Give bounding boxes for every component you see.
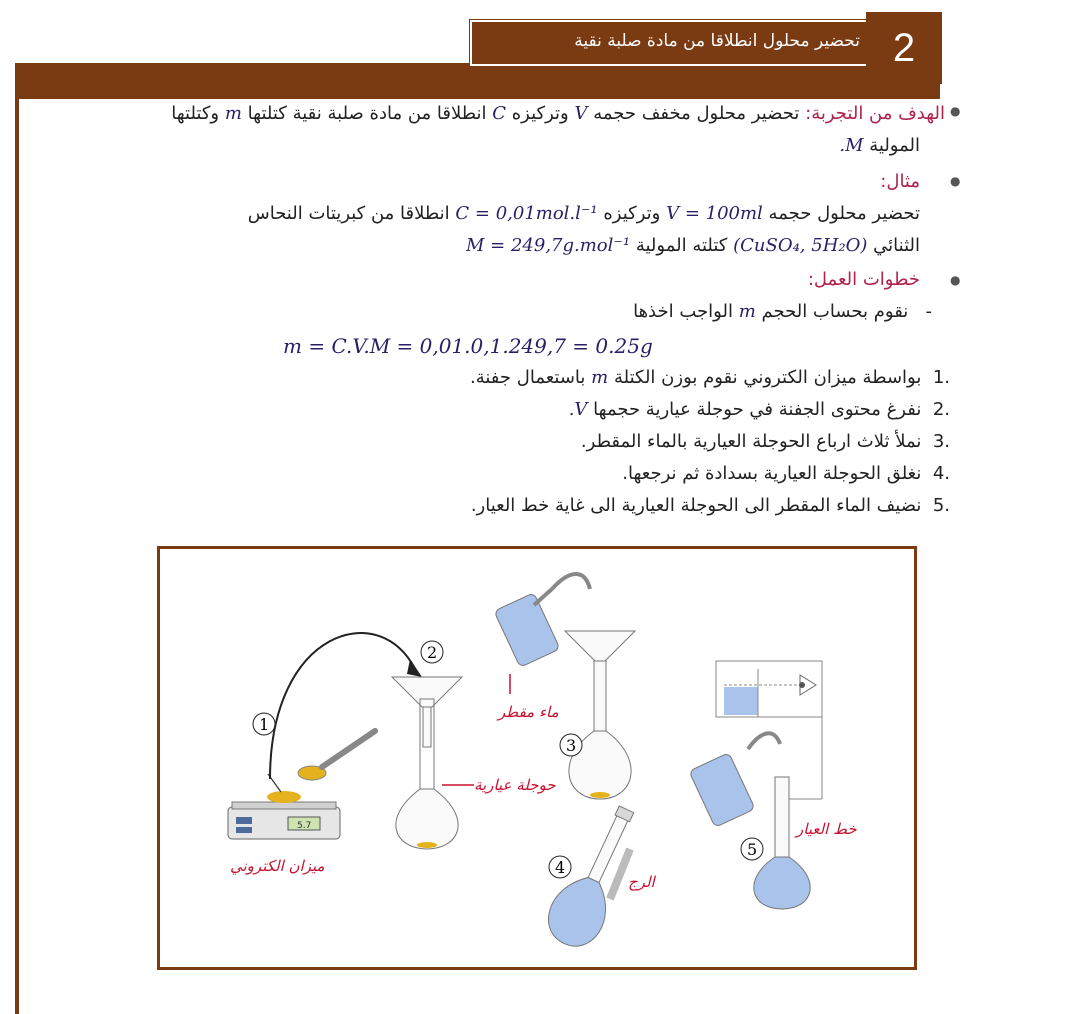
section-number: 2 [892,26,916,70]
meniscus-inset [716,661,822,717]
label-shake: الرج [628,873,655,891]
bullet-icon: ● [950,104,961,118]
flask-with-funnel-3 [565,631,635,799]
circle-number-3 [560,734,582,756]
balance-display: 5.7 [297,821,312,831]
example-label: مثال: [880,171,920,192]
goal-label: الهدف من التجربة: [805,103,945,124]
label-mark: خط العيار [796,820,857,838]
steps-label: خطوات العمل: [807,269,920,290]
bullet-icon: ● [950,174,961,188]
bullet-icon: ● [950,273,961,287]
circle-number-2 [421,641,443,663]
electronic-balance [228,774,340,839]
svg-text:1: 1 [259,715,270,734]
circle-number-1 [253,713,275,735]
header-bar [15,63,940,99]
label-water: ماء مقطر [498,703,559,721]
svg-text:5: 5 [747,840,758,859]
arrow-head-icon [407,659,422,677]
volumetric-flask-5 [754,717,822,909]
mass-equation: m = C.V.M = 0,01.0,1.249,7 = 0.25g [283,334,653,358]
section-title: تحضير محلول انطلاقا من مادة صلبة نقية [574,31,860,51]
goal-line-2: المولية M. [839,135,920,156]
example-line-1: تحضير محلول حجمه V = 100ml وتركيزه C = 0,01mol.l⁻¹ انطلاقا من كبريتات النحاس [247,203,920,224]
procedure-illustration [160,549,914,967]
volumetric-flask-with-funnel [392,677,462,849]
left-margin-rule [15,99,19,1014]
step-item-1: .1 بواسطة ميزان الكتروني نقوم بوزن الكتلة m باستعمال جفنة. [470,367,950,388]
goal-line-1: الهدف من التجربة: تحضير محلول مخفف حجمه V وتركيزه C انطلاقا من مادة صلبة نقية كتلتها m وكتلتها [171,103,945,124]
svg-text:3: 3 [566,736,577,755]
step-item-3: .3 نملأ ثلاث ارباع الحوجلة العيارية بالماء المقطر. [580,431,950,452]
wash-bottle-2 [689,733,780,827]
svg-text:4: 4 [555,858,566,877]
procedure-figure [157,546,917,970]
circle-number-4 [549,856,571,878]
circle-number-5 [741,838,763,860]
step-item-2: .2 نفرغ محتوى الجفنة في حوجلة عيارية حجمها V. [568,399,950,420]
svg-text:2: 2 [427,643,438,662]
example-line-2: الثنائي (CuSO₄, 5H₂O) كتلته المولية M = 249,7g.mol⁻¹ [466,235,920,256]
step-item-5: .5 نضيف الماء المقطر الى الحوجلة العيارية الى غاية خط العيار. [470,495,950,516]
shake-arrow-icon [610,849,630,899]
label-balance: ميزان الكتروني [230,857,325,875]
spatula [298,731,375,780]
label-flask: حوجلة عيارية [474,776,556,794]
transfer-arrow [270,633,415,779]
wash-bottle [494,574,590,667]
steps-sub-line: - نقوم بحساب الحجم m الواجب اخذها [633,301,932,322]
step-item-4: .4 نغلق الحوجلة العيارية بسدادة ثم نرجعها. [622,463,950,484]
